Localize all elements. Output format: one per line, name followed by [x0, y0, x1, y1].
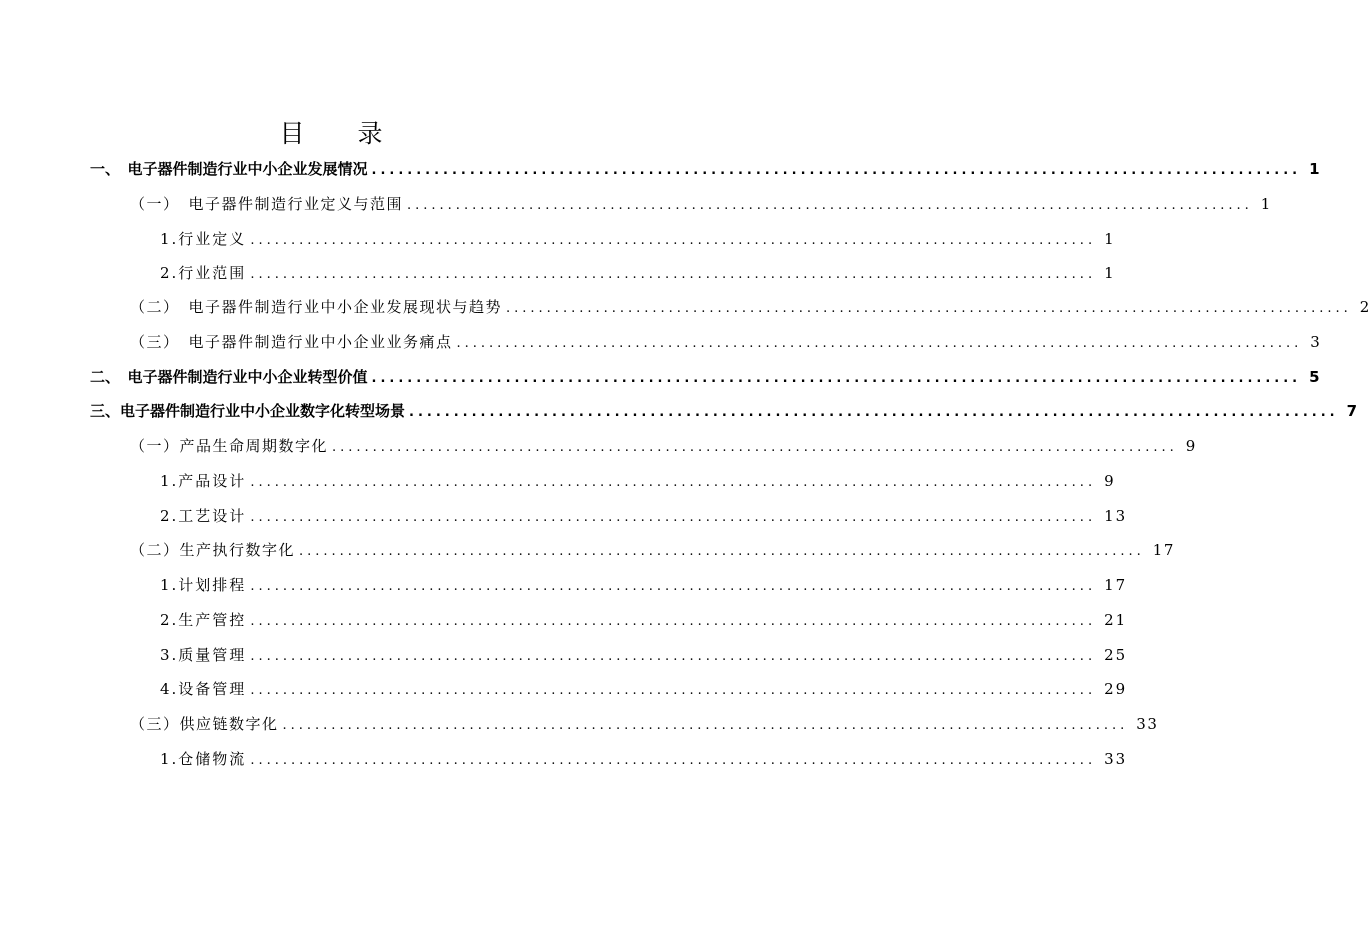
toc-leader: ........................................................................................................	[371, 371, 1302, 386]
toc-entry[interactable]	[160, 747, 1128, 771]
toc-entry-label: 三、电子器件制造行业中小企业数字化转型场景	[90, 402, 406, 420]
toc-leader: ........................................................................................................	[250, 233, 1097, 248]
toc-leader: ........................................................................................................	[407, 198, 1253, 213]
toc-leader: ........................................................................................................	[250, 579, 1097, 594]
toc-leader: ........................................................................................................	[299, 544, 1145, 559]
toc-entry-label: （一） 电子器件制造行业定义与范围	[130, 195, 404, 213]
toc-entry-label: 1.计划排程	[160, 576, 247, 594]
toc-entry[interactable]	[160, 227, 1116, 251]
toc-entry[interactable]	[90, 157, 1320, 181]
toc-entry-label: （二） 电子器件制造行业中小企业发展现状与趋势	[130, 298, 503, 316]
toc-entry-page: 17	[1104, 576, 1128, 594]
toc-leader: ........................................................................................................	[250, 683, 1097, 698]
toc-leader: ........................................................................................................	[371, 163, 1302, 178]
toc-entry-label: （一）产品生命周期数字化	[130, 437, 329, 455]
toc-entry-label: 2.生产管控	[160, 611, 247, 629]
toc-entry-page: 2	[1359, 298, 1371, 316]
toc-entry-page: 13	[1104, 507, 1128, 525]
page-title: 目 录	[279, 119, 397, 148]
toc-leader: ........................................................................................................	[332, 440, 1178, 455]
toc-entry-label: 一、 电子器件制造行业中小企业发展情况	[90, 160, 368, 178]
toc-leader: ........................................................................................................	[506, 301, 1352, 316]
toc-entry[interactable]	[130, 330, 1322, 354]
toc-entry-page: 33	[1136, 715, 1159, 733]
toc-entry[interactable]	[130, 538, 1175, 562]
toc-entry[interactable]	[90, 399, 1358, 423]
toc-entry-label: 3.质量管理	[160, 646, 247, 664]
toc-entry-label: （二）生产执行数字化	[130, 541, 296, 559]
toc-leader: ........................................................................................................	[409, 405, 1339, 420]
toc-entry-page: 1	[1104, 264, 1116, 282]
toc-entry-label: 2.行业范围	[160, 264, 247, 282]
toc-leader: ........................................................................................................	[250, 267, 1097, 282]
toc-entry[interactable]	[160, 608, 1128, 632]
toc-entry-page: 5	[1309, 368, 1320, 386]
toc-entry-page: 1	[1309, 160, 1320, 178]
toc-entry-page: 17	[1152, 541, 1175, 559]
toc-entry-page: 9	[1104, 472, 1116, 490]
toc-leader: ........................................................................................................	[250, 614, 1097, 629]
toc-entry-page: 1	[1104, 230, 1116, 248]
toc-entry-page: 21	[1104, 611, 1128, 629]
toc-entry-page: 3	[1310, 333, 1322, 351]
toc-leader: ........................................................................................................	[456, 336, 1303, 351]
toc-entry[interactable]	[160, 677, 1128, 701]
toc-leader: ........................................................................................................	[250, 753, 1097, 768]
toc-leader: ........................................................................................................	[250, 649, 1097, 664]
toc-leader: ........................................................................................................	[250, 510, 1097, 525]
toc-entry-label: 二、 电子器件制造行业中小企业转型价值	[90, 368, 368, 386]
toc-entry-label: 2.工艺设计	[160, 507, 247, 525]
toc-entry-label: 1.行业定义	[160, 230, 247, 248]
toc-entry[interactable]	[130, 434, 1197, 458]
toc-entry[interactable]	[160, 261, 1116, 285]
toc-entry[interactable]	[160, 643, 1128, 667]
toc-entry-label: 1.仓储物流	[160, 750, 247, 768]
toc-entry[interactable]	[130, 712, 1159, 736]
toc-entry-page: 33	[1104, 750, 1128, 768]
toc-entry[interactable]	[130, 192, 1272, 216]
toc-leader: ........................................................................................................	[250, 475, 1097, 490]
toc-entry[interactable]	[160, 504, 1128, 528]
toc-entry-page: 25	[1104, 646, 1128, 664]
toc-entry-label: （三）供应链数字化	[130, 715, 279, 733]
toc-entry-page: 29	[1104, 680, 1128, 698]
toc-entry-label: （三） 电子器件制造行业中小企业业务痛点	[130, 333, 453, 351]
toc-leader: ........................................................................................................	[282, 718, 1129, 733]
toc-entry-label: 1.产品设计	[160, 472, 247, 490]
toc-entry[interactable]	[160, 469, 1116, 493]
toc-entry[interactable]	[130, 295, 1371, 319]
toc-entry-page: 9	[1185, 437, 1197, 455]
toc-entry-page: 7	[1346, 402, 1358, 420]
toc-entry[interactable]	[160, 573, 1128, 597]
toc-entry-label: 4.设备管理	[160, 680, 247, 698]
toc-entry[interactable]	[90, 365, 1320, 389]
toc-entry-page: 1	[1260, 195, 1272, 213]
